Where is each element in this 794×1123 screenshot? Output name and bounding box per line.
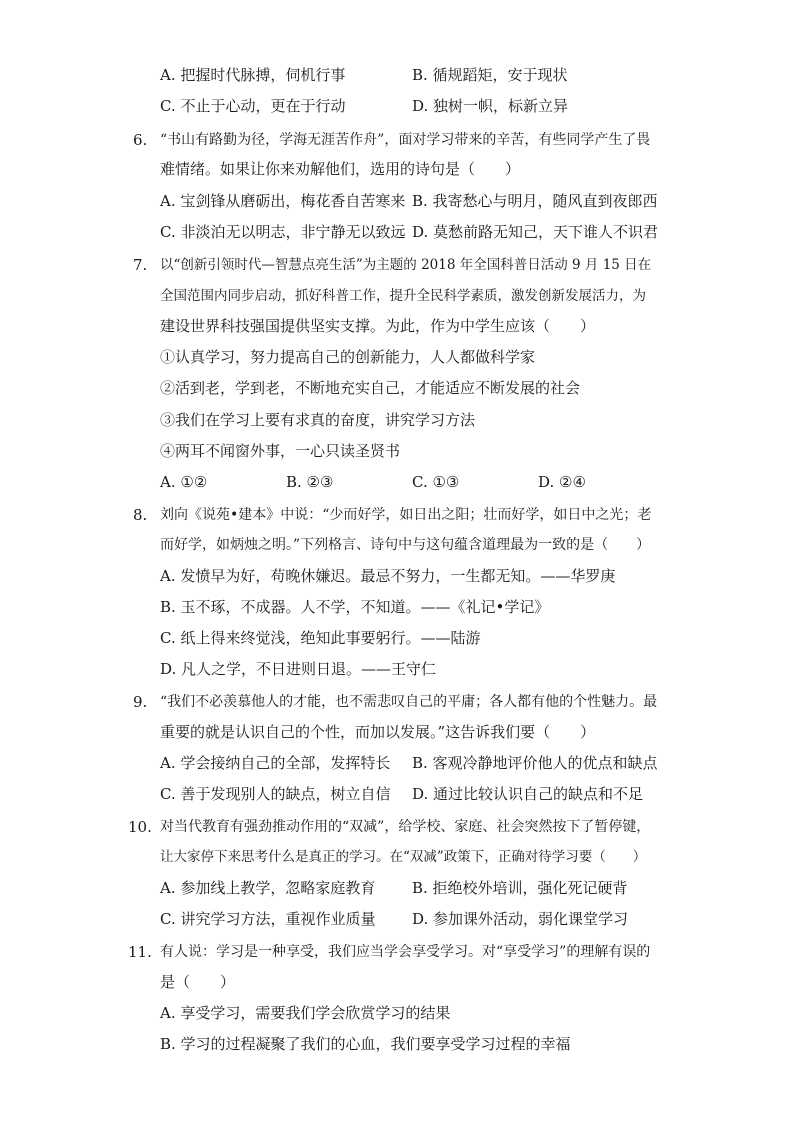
q11-number: 11. — [128, 943, 152, 961]
q5-option-c: C. 不止于心动，更在于行动 — [160, 97, 346, 115]
q8-option-b: B. 玉不琢，不成器。人不学，不知道。——《礼记•学记》 — [160, 598, 550, 616]
q9-number: 9. — [133, 693, 148, 711]
q10-option-c: C. 讲究学习方法，重视作业质量 — [160, 910, 376, 928]
q6-option-d: D. 莫愁前路无知己，天下谁人不识君 — [412, 223, 659, 241]
q5-option-d: D. 独树一帜，标新立异 — [412, 97, 569, 115]
q5-option-b: B. 循规蹈矩，安于现状 — [412, 66, 568, 84]
q8-option-d: D. 凡人之学，不日进则日退。——王守仁 — [160, 660, 437, 678]
q7-stem-line1: 以“创新引领时代—智慧点亮生活”为主题的 2018 年全国科普日活动 9 月 15 日在 — [160, 257, 652, 273]
q6-option-c: C. 非淡泊无以明志，非宁静无以致远 — [160, 223, 406, 241]
q7-number: 7. — [133, 256, 148, 274]
q5-option-a: A. 把握时代脉搏，伺机行事 — [160, 66, 346, 84]
q10-number: 10. — [128, 818, 152, 836]
q8-option-a: A. 发愤早为好，苟晚休嫌迟。最忌不努力，一生都无知。——华罗庚 — [160, 567, 616, 585]
q8-stem-line2: 而好学，如炳烛之明。”下列格言、诗句中与这句蕴含道理最为一致的是（ ） — [160, 537, 651, 553]
q9-option-b: B. 客观冷静地评价他人的优点和缺点 — [412, 754, 658, 772]
q7-option-d: D. ②④ — [538, 473, 586, 491]
q7-stem-line3: 建设世界科技强国提供坚实支撑。为此，作为中学生应该（ ） — [160, 317, 596, 335]
q10-stem-line1: 对当代教育有强劲推动作用的“双减”，给学校、家庭、社会突然按下了暂停键， — [160, 819, 651, 835]
q7-option-a: A. ①② — [160, 473, 208, 491]
q11-stem-line2: 是（ ） — [160, 973, 236, 991]
q9-stem-line2: 重要的就是认识自己的个性，而加以发展。”这告诉我们要（ ） — [160, 723, 596, 741]
q6-stem-line1: “书山有路勤为径，学海无涯苦作舟”，面对学习带来的辛苦，有些同学产生了畏 — [160, 132, 651, 148]
q10-option-a: A. 参加线上教学，忽略家庭教育 — [160, 879, 376, 897]
q7-option-c: C. ①③ — [412, 473, 460, 491]
q9-option-a: A. 学会接纳自己的全部，发挥特长 — [160, 754, 391, 772]
q9-option-c: C. 善于发现别人的缺点，树立自信 — [160, 785, 391, 803]
q9-option-d: D. 通过比较认识自己的缺点和不足 — [412, 785, 644, 803]
q8-number: 8. — [133, 506, 148, 524]
q7-option-b: B. ②③ — [286, 473, 334, 491]
q10-stem-line2: 让大家停下来思考什么是真正的学习。在“双减”政策下，正确对待学习要（ ） — [160, 849, 647, 865]
q10-option-b: B. 拒绝校外培训，强化死记硬背 — [412, 879, 628, 897]
q7-item-1: ①认真学习，努力提高自己的创新能力，人人都做科学家 — [160, 348, 536, 366]
q11-option-a: A. 享受学习，需要我们学会欣赏学习的结果 — [160, 1004, 451, 1022]
q8-option-c: C. 纸上得来终觉浅，绝知此事要躬行。——陆游 — [160, 629, 481, 647]
q7-item-4: ④两耳不闻窗外事，一心只读圣贤书 — [160, 442, 401, 460]
q7-item-3: ③我们在学习上要有求真的奋度，讲究学习方法 — [160, 411, 476, 429]
q6-option-b: B. 我寄愁心与明月，随风直到夜郎西 — [412, 192, 658, 210]
q8-stem-line1: 刘向《说苑•建本》中说：“少而好学，如日出之阳；壮而好学，如日中之光；老 — [160, 507, 652, 523]
q6-stem-line2: 难情绪。如果让你来劝解他们，选用的诗句是（ ） — [160, 160, 521, 178]
q9-stem-line1: “我们不必羡慕他人的才能，也不需悲叹自己的平庸；各人都有他的个性魅力。最 — [160, 694, 658, 710]
q7-item-2: ②活到老，学到老，不断地充实自己，才能适应不断发展的社会 — [160, 379, 581, 397]
q10-option-d: D. 参加课外活动，弱化课堂学习 — [412, 910, 629, 928]
q6-number: 6. — [133, 131, 148, 149]
q7-stem-line2: 全国范围内同步启动，抓好科普工作，提升全民科学素质，激发创新发展活力，为 — [160, 288, 646, 304]
q11-stem-line1: 有人说：学习是一种享受，我们应当学会享受学习。对“享受学习”的理解有误的 — [160, 944, 651, 960]
q11-option-b: B. 学习的过程凝聚了我们的心血，我们要享受学习过程的幸福 — [160, 1035, 571, 1053]
q6-option-a: A. 宝剑锋从磨砺出，梅花香自苦寒来 — [160, 192, 406, 210]
